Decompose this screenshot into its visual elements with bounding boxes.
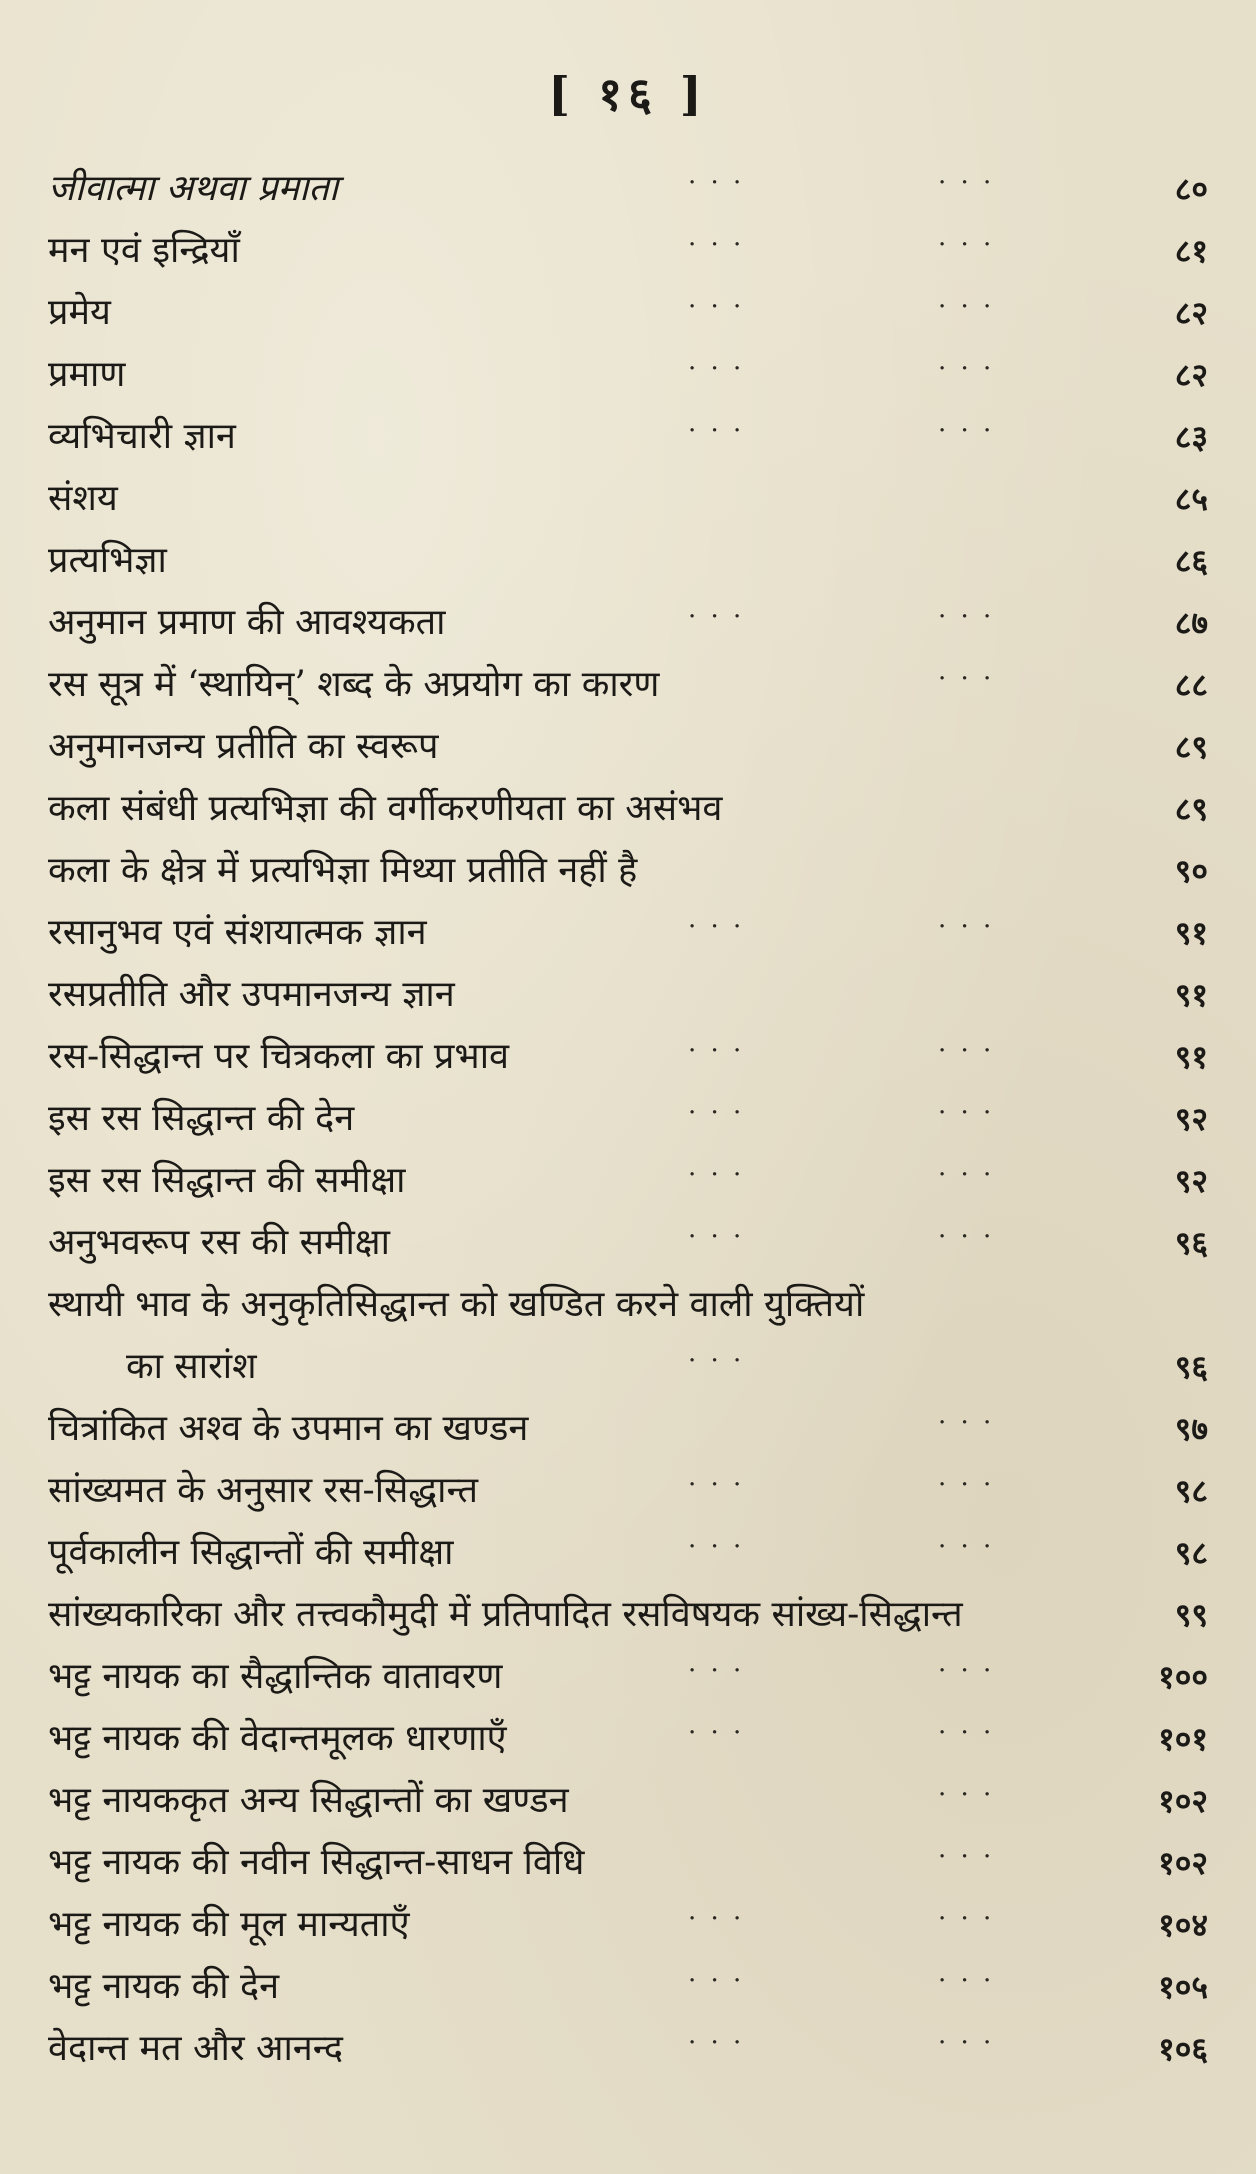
leader-dots: · · · xyxy=(688,1904,745,1934)
toc-entry xyxy=(48,1522,1208,1584)
toc-entry-title: जीवात्मा अथवा प्रमाता xyxy=(48,168,339,209)
leader-dots: · · · xyxy=(688,1346,745,1376)
leader-dots: · · · xyxy=(938,1098,995,1128)
toc-entry xyxy=(48,840,1208,902)
toc-entry xyxy=(48,778,1208,840)
toc-entry-title: भट्ट नायक की देन xyxy=(48,1966,280,2007)
toc-entry-title: सांख्यमत के अनुसार रस-सिद्धान्त xyxy=(48,1470,479,1511)
toc-entry-page: ९७ xyxy=(1174,1410,1208,1448)
toc-entry-page: ८२ xyxy=(1174,356,1208,394)
toc-entry-page: १०६ xyxy=(1158,2030,1208,2068)
toc-entry-title: कला के क्षेत्र में प्रत्यभिज्ञा मिथ्या प्रतीति नहीं है xyxy=(48,850,638,891)
toc-entry-page: ८० xyxy=(1174,170,1208,208)
toc-entry-title: भट्ट नायक की वेदान्तमूलक धारणाएँ xyxy=(48,1718,507,1759)
toc-entry xyxy=(48,158,1208,220)
toc-entry-page: ८१ xyxy=(1174,232,1208,270)
toc-entry xyxy=(48,406,1208,468)
toc-entry-page: ९२ xyxy=(1174,1162,1208,1200)
toc-entry-page: ९८ xyxy=(1174,1472,1208,1510)
toc-entry-title: भट्ट नायक का सैद्धान्तिक वातावरण xyxy=(48,1656,503,1697)
toc-entry xyxy=(48,1832,1208,1894)
leader-dots: · · · xyxy=(938,1036,995,1066)
leader-dots: · · · xyxy=(688,292,745,322)
leader-dots: · · · xyxy=(688,1222,745,1252)
toc-entry-page: ९९ xyxy=(1174,1596,1208,1634)
leader-dots: · · · xyxy=(688,2028,745,2058)
toc-entry-page: ८६ xyxy=(1174,542,1208,580)
toc-entry-title: भट्ट नायक की मूल मान्यताएँ xyxy=(48,1904,410,1945)
toc-entry-title: संशय xyxy=(48,478,118,519)
leader-dots: · · · xyxy=(938,912,995,942)
toc-entry-page: ९१ xyxy=(1174,914,1208,952)
leader-dots: · · · xyxy=(688,1532,745,1562)
leader-dots: · · · xyxy=(688,416,745,446)
toc-entry-page: ९१ xyxy=(1174,1038,1208,1076)
leader-dots: · · · xyxy=(938,230,995,260)
leader-dots: · · · xyxy=(938,664,995,694)
toc-entry xyxy=(48,1646,1208,1708)
toc-entry xyxy=(48,220,1208,282)
toc-entry xyxy=(48,1398,1208,1460)
toc-entry-title: इस रस सिद्धान्त की समीक्षा xyxy=(48,1160,406,1201)
toc-entry-page: ८३ xyxy=(1174,418,1208,456)
leader-dots: · · · xyxy=(938,2028,995,2058)
leader-dots: · · · xyxy=(688,1036,745,1066)
toc-entry-title: मन एवं इन्द्रियाँ xyxy=(48,230,240,271)
toc-entry-title-line: स्थायी भाव के अनुकृतिसिद्धान्त को खण्डित करने वाली युक्तियों xyxy=(48,1284,865,1325)
leader-dots: · · · xyxy=(938,602,995,632)
toc-entry xyxy=(48,964,1208,1026)
toc-entry-title: रस-सिद्धान्त पर चित्रकला का प्रभाव xyxy=(48,1036,510,1077)
toc-entry xyxy=(48,530,1208,592)
toc-entry-title: सांख्यकारिका और तत्त्वकौमुदी में प्रतिपादित रसविषयक सांख्य-सिद्धान्त xyxy=(48,1594,963,1635)
toc-entry-page: ९१ xyxy=(1174,976,1208,1014)
toc-entry xyxy=(48,1708,1208,1770)
toc-entry xyxy=(48,1088,1208,1150)
leader-dots: · · · xyxy=(688,1656,745,1686)
toc-entry-title: अनुमानजन्य प्रतीति का स्वरूप xyxy=(48,726,439,767)
toc-entry-page: ८५ xyxy=(1174,480,1208,518)
leader-dots: · · · xyxy=(938,1532,995,1562)
toc-entry xyxy=(48,716,1208,778)
toc-entry-title: अनुमान प्रमाण की आवश्यकता xyxy=(48,602,446,643)
toc-entry-page: ९८ xyxy=(1174,1534,1208,1572)
leader-dots: · · · xyxy=(938,292,995,322)
leader-dots: · · · xyxy=(688,1718,745,1748)
toc-entry-title: भट्ट नायक की नवीन सिद्धान्त-साधन विधि xyxy=(48,1842,585,1883)
toc-entry xyxy=(48,1956,1208,2018)
leader-dots: · · · xyxy=(938,1842,995,1872)
toc-entry-title: इस रस सिद्धान्त की देन xyxy=(48,1098,355,1139)
toc-entry-page: १०१ xyxy=(1158,1720,1208,1758)
toc-entry xyxy=(48,1770,1208,1832)
toc-entry-page: १०२ xyxy=(1158,1782,1208,1820)
leader-dots: · · · xyxy=(688,912,745,942)
leader-dots: · · · xyxy=(938,1966,995,1996)
leader-dots: · · · xyxy=(938,416,995,446)
toc-entry-page: ८८ xyxy=(1174,666,1208,704)
toc-entry-title: कला संबंधी प्रत्यभिज्ञा की वर्गीकरणीयता का असंभव xyxy=(48,788,723,829)
toc-entry-title: रसप्रतीति और उपमानजन्य ज्ञान xyxy=(48,974,455,1015)
toc-entry xyxy=(48,1150,1208,1212)
toc-entry-page: ८९ xyxy=(1174,728,1208,766)
leader-dots: · · · xyxy=(688,168,745,198)
leader-dots: · · · xyxy=(688,1470,745,1500)
toc-entry-page: ९६ xyxy=(1174,1348,1208,1386)
leader-dots: · · · xyxy=(938,168,995,198)
toc-entry xyxy=(48,1460,1208,1522)
toc-entry-title: वेदान्त मत और आनन्द xyxy=(48,2028,344,2069)
leader-dots: · · · xyxy=(938,1656,995,1686)
toc-entry-page: ९६ xyxy=(1174,1224,1208,1262)
leader-dots: · · · xyxy=(938,1718,995,1748)
toc-entry xyxy=(48,468,1208,530)
leader-dots: · · · xyxy=(688,602,745,632)
toc-entry-page: ८७ xyxy=(1174,604,1208,642)
toc-entry-title: प्रत्यभिज्ञा xyxy=(48,540,167,581)
leader-dots: · · · xyxy=(938,1160,995,1190)
toc-entry xyxy=(48,1274,1208,1398)
toc-entry-title: रसानुभव एवं संशयात्मक ज्ञान xyxy=(48,912,427,953)
toc-entry xyxy=(48,902,1208,964)
toc-entry-title: भट्ट नायककृत अन्य सिद्धान्तों का खण्डन xyxy=(48,1780,569,1821)
toc-entry xyxy=(48,344,1208,406)
toc-entry-page: १०० xyxy=(1158,1658,1208,1696)
leader-dots: · · · xyxy=(938,1408,995,1438)
toc-entry xyxy=(48,1584,1208,1646)
page-number: [ १६ ] xyxy=(548,67,708,121)
toc-entry-title: पूर्वकालीन सिद्धान्तों की समीक्षा xyxy=(48,1532,454,1573)
leader-dots: · · · xyxy=(688,1160,745,1190)
toc-entry xyxy=(48,654,1208,716)
table-of-contents xyxy=(48,158,1208,2080)
toc-entry-page: ८९ xyxy=(1174,790,1208,828)
toc-entry-page: १०५ xyxy=(1158,1968,1208,2006)
leader-dots: · · · xyxy=(688,354,745,384)
leader-dots: · · · xyxy=(688,230,745,260)
leader-dots: · · · xyxy=(938,1222,995,1252)
toc-entry xyxy=(48,1212,1208,1274)
leader-dots: · · · xyxy=(938,1780,995,1810)
toc-entry-title: व्यभिचारी ज्ञान xyxy=(48,416,236,457)
leader-dots: · · · xyxy=(688,1966,745,1996)
leader-dots: · · · xyxy=(938,354,995,384)
toc-entry-page: १०२ xyxy=(1158,1844,1208,1882)
toc-entry-title-continuation: का सारांश xyxy=(126,1346,257,1387)
toc-entry-title: रस सूत्र में ‘स्थायिन्’ शब्द के अप्रयोग का कारण xyxy=(48,664,660,705)
leader-dots: · · · xyxy=(688,1098,745,1128)
toc-entry-title: चित्रांकित अश्व के उपमान का खण्डन xyxy=(48,1408,529,1449)
leader-dots: · · · xyxy=(938,1470,995,1500)
toc-entry-title: अनुभवरूप रस की समीक्षा xyxy=(48,1222,390,1263)
toc-entry xyxy=(48,592,1208,654)
toc-entry xyxy=(48,282,1208,344)
toc-entry xyxy=(48,1894,1208,1956)
toc-entry xyxy=(48,2018,1208,2080)
leader-dots: · · · xyxy=(938,1904,995,1934)
toc-entry-title: प्रमेय xyxy=(48,292,111,333)
toc-entry-page: ९२ xyxy=(1174,1100,1208,1138)
toc-entry xyxy=(48,1026,1208,1088)
toc-entry-title: प्रमाण xyxy=(48,354,126,395)
toc-entry-page: १०४ xyxy=(1158,1906,1208,1944)
toc-entry-page: ९० xyxy=(1174,852,1208,890)
toc-entry-page: ८२ xyxy=(1174,294,1208,332)
